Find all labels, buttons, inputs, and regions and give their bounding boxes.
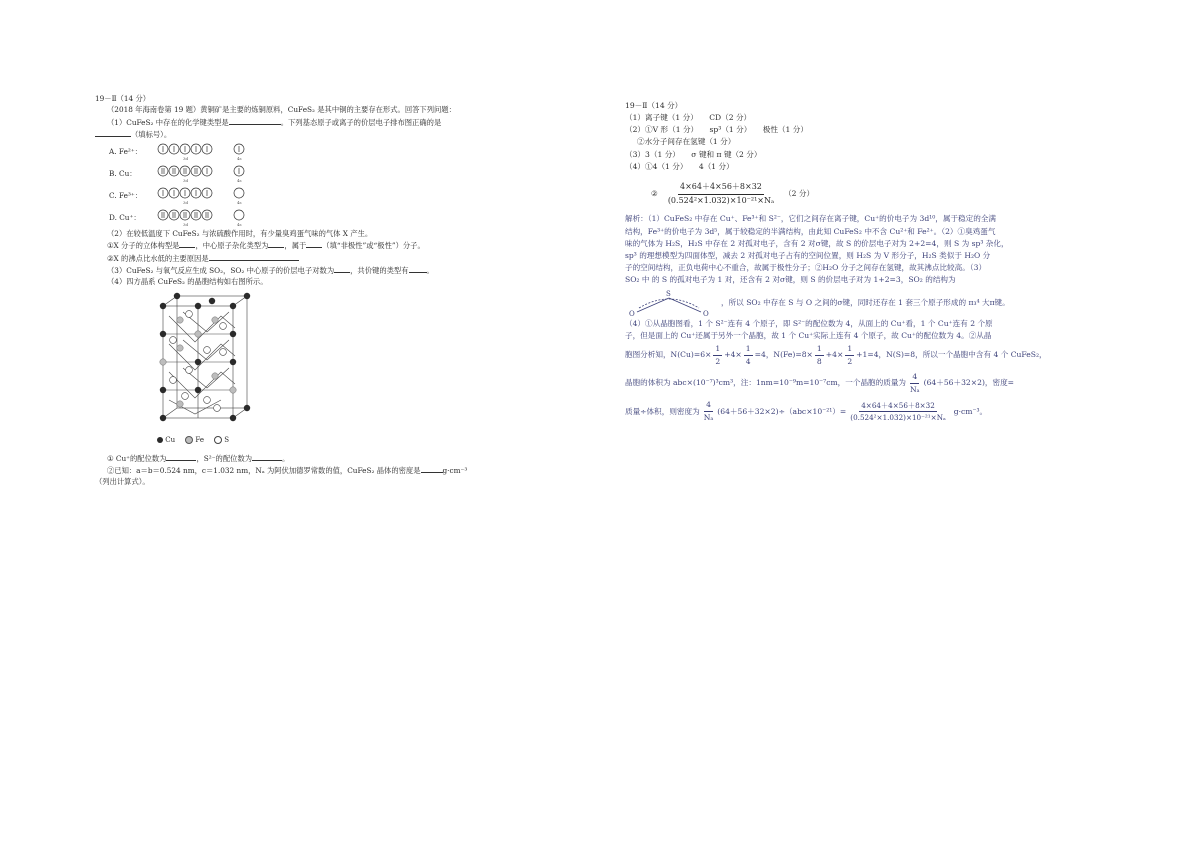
svg-text:4s: 4s	[237, 200, 242, 206]
question-2-1: ①X 分子的立体构型是 ，中心原子杂化类型为 ，属于 （填“非极性”或“极性”）分子。	[107, 241, 425, 251]
svg-text:4s: 4s	[237, 178, 242, 184]
question-4-2: ②已知：a＝b＝0.524 nm，c＝1.032 nm，Nₐ 为阿伏加德罗常数的值，CuFeS₂ 晶体的密度是 g·cm⁻³	[107, 466, 468, 476]
svg-text:O: O	[703, 310, 709, 319]
explanation-line: 味的气体为 H₂S，H₂S 中存在 2 对孤对电子，含有 2 对σ键，故 S 的价层电子对为 2+2=4，则 S 为 sp³ 杂化，	[625, 238, 1009, 248]
explanation-line-fractions: 胞图分析知，N(Cu)=6× $\frac{1}{2}$ +4× $\frac{1}{4}$ =4，N(Fe)=8× $\frac{1}{8}$ +4× $\frac{1}{2}$ +1=4，N(S)=8，所以一个晶胞中含有 4 个 CuFeS₂，	[625, 343, 1047, 366]
legend-fe: Fe	[185, 435, 204, 446]
answer-blank	[95, 128, 131, 137]
legend-cu: Cu	[157, 435, 175, 446]
orbital-diagram-icon	[157, 185, 307, 205]
question-4-1: ① Cu⁺的配位数为 ，S²⁻的配位数为 。	[107, 453, 290, 463]
so2-structure-icon	[625, 288, 713, 318]
explanation-line: ，所以 SO₂ 中存在 S 与 O 之间的σ键，同时还存在 1 套三个原子形成的 π₃⁴ 大π键。	[721, 298, 1010, 308]
question-intro: （2018 年海南卷第 19 题）黄铜矿是主要的炼铜原料，CuFeS₂ 是其中铜的主要存在形式。回答下列问题：	[107, 105, 456, 115]
svg-text:S: S	[666, 290, 671, 299]
question-column	[95, 93, 475, 488]
orbital-options	[95, 140, 475, 228]
question-1: （1）CuFeS₂ 中存在的化学键类型是 。下列基态原子或离子的价层电子排布图正确的是	[107, 117, 442, 127]
question-2-2: ②X 的沸点比水低的主要原因是	[95, 252, 475, 264]
answer-column	[625, 100, 1065, 424]
crystal-legend	[157, 435, 475, 446]
svg-text:3d: 3d	[183, 156, 189, 162]
explanation-line: 子的空间结构，正负电荷中心不重合，故属于极性分子；②H₂O 分子之间存在氢键，故其沸点比较高。（3）	[625, 263, 987, 272]
question-2: （2）在较低温度下 CuFeS₂ 与浓硫酸作用时，有少量臭鸡蛋气味的气体 X 产生。	[107, 229, 373, 239]
legend-s: S	[214, 435, 229, 446]
question-header: 19－Ⅱ（14 分）	[95, 94, 151, 103]
question-4: （4）四方晶系 CuFeS₂ 的晶胞结构如右图所示。	[107, 277, 268, 287]
svg-text:O: O	[629, 310, 635, 319]
svg-text:3d: 3d	[183, 222, 189, 228]
orbital-diagram-icon	[157, 207, 307, 227]
density-formula: ② $\frac{4\times 64+4\times 56+8\times 32}{\text{(0.524²×1.032)×10⁻²¹×Nₐ}}$ （2 分）	[651, 181, 1065, 208]
answer-blank	[229, 116, 281, 125]
answer-3: （3）3（1 分） σ 键和 π 键（2 分）	[625, 149, 762, 159]
explanation-line: 解析：（1）CuFeS₂ 中存在 Cu⁺、Fe³⁺和 S²⁻，它们之间存在离子键，Cu⁺的价电子为 3d¹⁰，属于稳定的全满	[625, 214, 997, 224]
svg-text:4s: 4s	[237, 156, 242, 162]
answer-2-2: ②水分子间存在氢键（1 分）	[637, 137, 736, 147]
option-b: B. Cu： 3d 4s	[95, 162, 475, 184]
orbital-diagram-icon	[157, 141, 307, 161]
svg-text:3d: 3d	[183, 200, 189, 206]
explanation-line-mass: 晶胞的体积为 abc×(10⁻⁷)³cm³，注：1nm=10⁻⁹m=10⁻⁷cm，一个晶胞的质量为 $\frac{4}{\text{Nₐ}}$ (64＋56＋32×2)，密度=	[625, 371, 1015, 394]
answer-header: 19－Ⅱ（14 分）	[625, 101, 683, 110]
so2-structure-row	[625, 288, 1065, 318]
answer-4: （4）①4（1 分） 4（1 分）	[625, 161, 734, 171]
explanation-line: sp³ 的理想模型为四面体型，减去 2 对孤对电子占有的空间位置，则 H₂S 为 V 形分子，H₂S 类似于 H₂O 分	[625, 250, 991, 260]
explanation-line: SO₂ 中 的 S 的孤对电子为 1 对，还含有 2 对σ键，则 S 的价层电子对为 1+2=3，SO₂ 的结构为	[625, 275, 956, 285]
option-c: C. Fe³⁺： 3d 4s	[95, 184, 475, 206]
orbital-diagram-icon	[157, 163, 307, 183]
explanation-line-density: 质量÷体积，则密度为 $\frac{4}{\text{Nₐ}}$ (64＋56＋32×2)÷（abc×10⁻²¹）= $\frac{4\times 64+4\times 56+8\times 32}{\text{(0.524²×1.032)×10⁻²¹×Nₐ}}$ g·cm⁻³。	[625, 400, 988, 423]
explanation-line: 结构，Fe³⁺的价电子为 3d⁵，属于较稳定的半满结构，由此知 CuFeS₂ 中不含 Cu²⁺和 Fe²⁺。（2）①臭鸡蛋气	[625, 226, 996, 236]
svg-text:3d: 3d	[183, 178, 189, 184]
svg-text:4s: 4s	[237, 222, 242, 228]
answer-1: （1）离子键（1 分） CD（2 分）	[625, 113, 752, 123]
answer-2-1: （2）①V 形（1 分） sp³（1 分） 极性（1 分）	[625, 125, 808, 135]
unit-cell-icon	[155, 292, 265, 432]
question-4-2-cont: （列出计算式）。	[95, 477, 150, 487]
option-d: D. Cu⁺： 3d 4s	[95, 206, 475, 228]
question-1-cont: （填标号）。	[95, 128, 475, 140]
explanation-line: 子，但是面上的 Cu⁺还属于另外一个晶胞，故 1 个 Cu⁺实际上连有 4 个原子，故 Cu⁺的配位数为 4。②从晶	[625, 331, 992, 341]
density-fraction: $\frac{4\times 64+4\times 56+8\times 32}{\text{(0.524²×1.032)×10⁻²¹×Nₐ}}$	[667, 181, 775, 205]
question-3: （3）CuFeS₂ 与氧气反应生成 SO₂，SO₂ 中心原子的价层电子对数为 ，共价键的类型有 。	[107, 266, 434, 276]
option-a: A. Fe²⁺： 3d 4s	[95, 140, 475, 162]
explanation-line: （4）①从晶胞图看，1 个 S²⁻连有 4 个原子，即 S²⁻的配位数为 4，从面上的 Cu⁺看，1 个 Cu⁺连有 2 个原	[625, 319, 993, 329]
crystal-cell-diagram	[155, 292, 475, 446]
